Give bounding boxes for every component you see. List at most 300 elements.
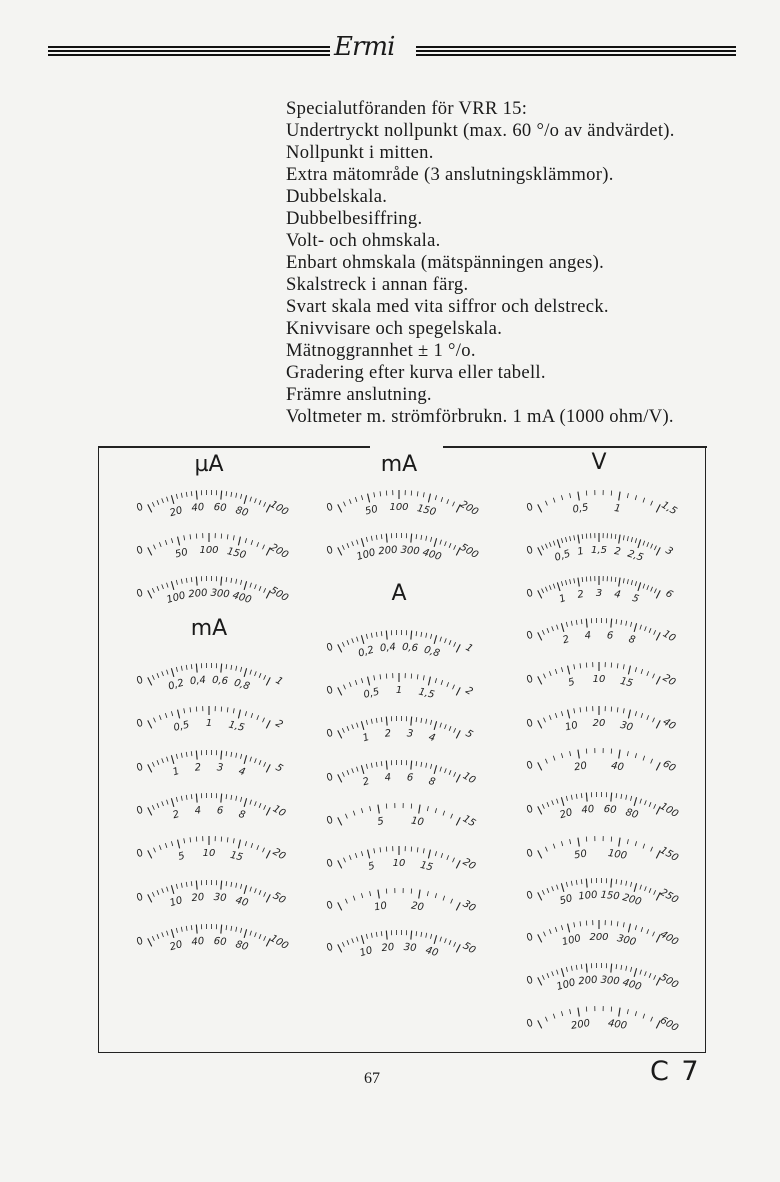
scale-tick-label: 50 xyxy=(558,893,574,908)
scale-major-tick xyxy=(561,623,563,632)
scale-minor-tick xyxy=(645,886,647,891)
scale-minor-tick xyxy=(454,942,456,947)
scale-zero-label: 0 xyxy=(524,544,536,558)
scale-major-tick xyxy=(238,537,240,546)
scale-minor-tick xyxy=(342,772,344,777)
scale-minor-tick xyxy=(241,884,242,889)
scale-minor-tick xyxy=(421,718,422,723)
spec-line: Knivvisare och spegelskala. xyxy=(286,318,503,339)
spec-line: Mätnoggrannhet ± 1 °/o. xyxy=(286,340,476,361)
scale-minor-tick xyxy=(547,802,549,807)
scale-minor-tick xyxy=(545,501,547,506)
scale-major-tick xyxy=(171,798,173,807)
scale-minor-tick xyxy=(176,667,177,672)
scale-minor-tick xyxy=(543,718,545,723)
scale-major-tick xyxy=(628,710,630,719)
scale-minor-tick xyxy=(343,685,345,690)
scale-minor-tick xyxy=(342,942,344,947)
scale-minor-tick xyxy=(381,761,382,766)
scale-minor-tick xyxy=(426,633,427,638)
scale-minor-tick xyxy=(542,630,544,635)
scale-end-label: 40 xyxy=(660,716,678,733)
scale-minor-tick xyxy=(631,580,632,585)
scale-tick-label: 5 xyxy=(367,860,376,873)
scale-minor-tick xyxy=(416,534,417,539)
scale-major-tick xyxy=(171,755,173,764)
scale-minor-tick xyxy=(231,795,232,800)
scale-minor-tick xyxy=(361,851,362,856)
scale-minor-tick xyxy=(157,500,159,505)
scale-tick-label: 4 xyxy=(427,731,437,745)
scale-major-tick xyxy=(428,850,430,859)
scale-major-tick xyxy=(178,710,180,719)
scale-minor-tick xyxy=(570,493,571,498)
scale-tick-label: 2 xyxy=(576,588,585,601)
meter-scale xyxy=(524,780,681,822)
scale-tick-label: 30 xyxy=(213,891,227,905)
scale-tick-label: 10 xyxy=(592,674,606,685)
scale-zero-label: 0 xyxy=(524,717,536,731)
scale-minor-tick xyxy=(570,751,571,756)
scale-minor-tick xyxy=(255,498,257,503)
scale-major-tick xyxy=(148,720,152,728)
scale-minor-tick xyxy=(259,803,261,808)
scale-minor-tick xyxy=(171,711,172,716)
scale-minor-tick xyxy=(231,752,232,757)
scale-minor-tick xyxy=(623,664,624,669)
scale-major-tick xyxy=(578,750,579,759)
scale-minor-tick xyxy=(651,759,653,764)
scale-major-tick xyxy=(538,806,542,814)
meter-scale xyxy=(524,736,678,776)
scale-minor-tick xyxy=(654,975,656,980)
scale-minor-tick xyxy=(640,885,642,890)
scale-unit-label: µA xyxy=(194,452,224,477)
scale-major-tick xyxy=(148,677,152,685)
scale-minor-tick xyxy=(631,967,632,972)
scale-minor-tick xyxy=(352,938,354,943)
scale-minor-tick xyxy=(190,837,191,842)
scale-unit-label: mA xyxy=(380,452,418,477)
spec-line: Dubbelskala. xyxy=(286,186,388,207)
scale-minor-tick xyxy=(236,579,237,584)
scale-minor-tick xyxy=(417,847,418,852)
scale-minor-tick xyxy=(571,966,572,971)
scale-tick-label: 6 xyxy=(406,772,414,784)
scale-minor-tick xyxy=(361,678,362,683)
scale-tick-label: 300 xyxy=(400,544,421,558)
scale-minor-tick xyxy=(571,621,572,626)
scale-major-tick xyxy=(538,934,542,942)
scale-end-label: 50 xyxy=(460,940,478,957)
scale-minor-tick xyxy=(167,757,169,762)
scale-minor-tick xyxy=(441,497,443,502)
scale-minor-tick xyxy=(421,535,422,540)
scale-minor-tick xyxy=(649,973,651,978)
scale-minor-tick xyxy=(570,839,571,844)
scale-minor-tick xyxy=(552,626,554,631)
scale-minor-tick xyxy=(431,764,432,769)
scale-minor-tick xyxy=(441,680,443,685)
scale-minor-tick xyxy=(621,965,622,970)
scale-major-tick xyxy=(538,632,542,640)
scale-minor-tick xyxy=(440,767,442,772)
scale-end-label: 10 xyxy=(270,803,288,820)
scale-minor-tick xyxy=(643,1014,645,1019)
scale-tick-label: 20 xyxy=(410,900,425,914)
scale-tick-label: 1,5 xyxy=(227,719,246,734)
scale-minor-tick xyxy=(376,632,377,637)
meter-scale xyxy=(134,738,285,779)
scale-major-tick xyxy=(561,968,563,977)
scale-minor-tick xyxy=(543,674,545,679)
scale-minor-tick xyxy=(426,719,427,724)
scale-minor-tick xyxy=(454,545,456,550)
scale-minor-tick xyxy=(565,580,566,585)
scale-major-tick xyxy=(557,582,560,591)
scale-minor-tick xyxy=(191,491,192,496)
scale-major-tick xyxy=(656,676,660,684)
scale-tick-label: 3 xyxy=(595,588,603,599)
scale-minor-tick xyxy=(653,674,655,679)
scale-tick-label: 5 xyxy=(177,850,186,863)
scale-minor-tick xyxy=(641,927,643,932)
scale-minor-tick xyxy=(233,708,234,713)
scale-tick-label: 10 xyxy=(410,815,425,829)
scale-major-tick xyxy=(221,577,222,586)
scale-minor-tick xyxy=(631,537,632,542)
scale-minor-tick xyxy=(426,933,427,938)
page-number: 67 xyxy=(364,1070,380,1087)
scale-tick-label: 2 xyxy=(171,808,181,822)
scale-major-tick xyxy=(411,717,412,726)
scale-minor-tick xyxy=(233,535,234,540)
scale-major-tick xyxy=(338,504,342,512)
section-code: C 7 xyxy=(650,1056,701,1087)
scale-major-tick xyxy=(656,720,660,728)
scale-minor-tick xyxy=(654,546,656,551)
scale-minor-tick xyxy=(643,541,645,546)
scale-minor-tick xyxy=(162,888,164,893)
scale-minor-tick xyxy=(376,762,377,767)
scale-major-tick xyxy=(561,797,563,806)
scale-minor-tick xyxy=(355,853,357,858)
scale-end-label: 60 xyxy=(660,758,678,775)
scale-minor-tick xyxy=(574,708,575,713)
scale-minor-tick xyxy=(366,537,367,542)
scale-minor-tick xyxy=(165,713,167,718)
scale-unit-label: A xyxy=(391,581,407,606)
scale-minor-tick xyxy=(236,927,237,932)
scale-major-tick xyxy=(419,805,420,814)
scale-minor-tick xyxy=(576,880,577,885)
scale-minor-tick xyxy=(582,577,583,582)
scale-minor-tick xyxy=(626,881,627,886)
scale-minor-tick xyxy=(454,728,456,733)
scale-tick-label: 2 xyxy=(384,728,392,740)
scale-major-tick xyxy=(196,577,197,586)
spec-line: Nollpunkt i mitten. xyxy=(286,142,434,163)
scale-minor-tick xyxy=(236,493,237,498)
scale-minor-tick xyxy=(226,881,227,886)
scale-major-tick xyxy=(561,883,563,892)
scale-minor-tick xyxy=(374,848,375,853)
scale-minor-tick xyxy=(542,804,544,809)
scale-tick-label: 2 xyxy=(613,545,622,558)
scale-minor-tick xyxy=(255,584,257,589)
scale-minor-tick xyxy=(654,589,656,594)
scale-minor-tick xyxy=(184,708,185,713)
scale-major-tick xyxy=(266,894,270,902)
scale-tick-label: 0,8 xyxy=(422,644,441,660)
scale-end-label: 500 xyxy=(457,541,481,562)
scale-minor-tick xyxy=(623,578,624,583)
scale-end-label: 600 xyxy=(657,1014,681,1035)
scale-minor-tick xyxy=(186,882,187,887)
meter-scale xyxy=(524,606,678,647)
scale-tick-label: 100 xyxy=(560,933,583,949)
scale-minor-tick xyxy=(227,707,228,712)
scale-minor-tick xyxy=(574,535,575,540)
scale-minor-tick xyxy=(251,540,253,545)
scale-tick-label: 200 xyxy=(621,892,643,908)
scale-major-tick xyxy=(456,774,460,782)
scale-minor-tick xyxy=(421,932,422,937)
scale-minor-tick xyxy=(165,843,167,848)
scale-minor-tick xyxy=(555,927,557,932)
scale-minor-tick xyxy=(645,971,647,976)
scale-major-tick xyxy=(456,944,460,952)
scale-tick-label: 20 xyxy=(592,718,606,729)
scale-minor-tick xyxy=(152,502,154,507)
scale-minor-tick xyxy=(627,493,628,498)
scale-minor-tick xyxy=(640,970,642,975)
scale-minor-tick xyxy=(236,666,237,671)
scale-zero-label: 0 xyxy=(134,804,146,818)
scale-minor-tick xyxy=(245,711,246,716)
scale-minor-tick xyxy=(264,762,266,767)
scale-minor-tick xyxy=(542,890,544,895)
scale-minor-tick xyxy=(423,675,424,680)
scale-minor-tick xyxy=(445,541,447,546)
scale-tick-label: 2 xyxy=(194,762,202,774)
scale-minor-tick xyxy=(627,1009,628,1014)
scale-minor-tick xyxy=(190,534,191,539)
scale-minor-tick xyxy=(366,634,367,639)
scale-tick-label: 4 xyxy=(194,805,202,817)
scale-tick-label: 60 xyxy=(603,803,617,817)
scale-major-tick xyxy=(196,925,197,934)
scale-tick-label: 30 xyxy=(403,941,417,955)
scale-minor-tick xyxy=(453,685,455,690)
scale-minor-tick xyxy=(654,630,656,635)
scale-major-tick xyxy=(456,644,460,652)
scale-major-tick xyxy=(196,881,197,890)
scale-major-tick xyxy=(338,944,342,952)
scale-minor-tick xyxy=(641,669,643,674)
scale-tick-label: 10 xyxy=(392,858,406,869)
scale-minor-tick xyxy=(153,848,155,853)
scale-minor-tick xyxy=(421,762,422,767)
scale-major-tick xyxy=(386,631,387,640)
scale-minor-tick xyxy=(347,940,349,945)
scale-minor-tick xyxy=(250,497,252,502)
scale-tick-label: 20 xyxy=(191,891,205,905)
scale-minor-tick xyxy=(380,674,381,679)
scale-minor-tick xyxy=(549,542,551,547)
scale-major-tick xyxy=(578,578,579,587)
scale-minor-tick xyxy=(453,502,455,507)
scale-minor-tick xyxy=(257,715,259,720)
scale-tick-label: 5 xyxy=(376,815,385,828)
scale-minor-tick xyxy=(165,540,167,545)
scale-minor-tick xyxy=(643,584,645,589)
scale-minor-tick xyxy=(651,544,653,549)
meter-scale xyxy=(134,694,285,734)
scale-tick-label: 0,5 xyxy=(571,502,590,516)
scale-major-tick xyxy=(568,710,570,719)
scale-major-tick xyxy=(656,762,660,770)
scale-major-tick xyxy=(586,793,587,802)
scale-end-label: 150 xyxy=(657,844,681,865)
scale-minor-tick xyxy=(423,848,424,853)
scale-tick-label: 40 xyxy=(424,945,440,960)
scale-minor-tick xyxy=(357,637,359,642)
spec-line: Skalstreck i annan färg. xyxy=(286,274,469,295)
scale-minor-tick xyxy=(251,843,253,848)
scale-minor-tick xyxy=(227,837,228,842)
scale-major-tick xyxy=(428,494,430,503)
scale-major-tick xyxy=(266,720,270,728)
scale-minor-tick xyxy=(617,663,618,668)
scale-minor-tick xyxy=(423,492,424,497)
scale-tick-label: 1 xyxy=(361,731,371,745)
scale-minor-tick xyxy=(152,675,154,680)
scale-minor-tick xyxy=(557,625,559,630)
scale-end-label: 10 xyxy=(460,770,478,787)
spec-line: Voltmeter m. strömförbrukn. 1 mA (1000 ohm/V). xyxy=(286,406,674,427)
scale-major-tick xyxy=(538,720,542,728)
scale-major-tick xyxy=(428,677,430,686)
scale-tick-label: 80 xyxy=(234,939,250,954)
scale-minor-tick xyxy=(157,934,159,939)
scale-minor-tick xyxy=(570,1009,571,1014)
scale-minor-tick xyxy=(381,631,382,636)
panel-top-rule-left xyxy=(98,446,370,448)
scale-major-tick xyxy=(338,547,342,555)
scale-minor-tick xyxy=(441,853,443,858)
scale-minor-tick xyxy=(357,723,359,728)
scale-minor-tick xyxy=(449,770,451,775)
scale-major-tick xyxy=(538,676,542,684)
scale-minor-tick xyxy=(381,534,382,539)
meter-scale xyxy=(134,521,291,562)
scale-major-tick xyxy=(538,977,542,985)
scale-minor-tick xyxy=(616,793,617,798)
meter-scale xyxy=(134,478,291,520)
scale-minor-tick xyxy=(641,713,643,718)
scale-minor-tick xyxy=(571,795,572,800)
scale-minor-tick xyxy=(191,925,192,930)
scale-minor-tick xyxy=(159,715,161,720)
spec-line: Undertryckt nollpunkt (max. 60 °/o av ändvärdet). xyxy=(286,120,675,141)
spec-line: Svart skala med vita siffror och delstreck. xyxy=(286,296,609,317)
scale-zero-label: 0 xyxy=(524,587,536,601)
scale-minor-tick xyxy=(566,967,567,972)
scale-minor-tick xyxy=(357,937,359,942)
scale-major-tick xyxy=(656,547,660,555)
scale-tick-label: 50 xyxy=(573,848,588,862)
scale-tick-label: 3 xyxy=(216,762,224,774)
scale-minor-tick xyxy=(454,772,456,777)
scale-minor-tick xyxy=(545,587,547,592)
scale-major-tick xyxy=(634,623,636,632)
meter-scale xyxy=(524,824,681,865)
scale-tick-label: 200 xyxy=(187,587,208,601)
scale-minor-tick xyxy=(443,811,445,816)
scale-minor-tick xyxy=(191,881,192,886)
scale-minor-tick xyxy=(345,899,347,904)
scale-minor-tick xyxy=(259,934,261,939)
scale-minor-tick xyxy=(241,928,242,933)
scale-minor-tick xyxy=(615,577,616,582)
scale-minor-tick xyxy=(226,751,227,756)
scale-major-tick xyxy=(419,890,420,899)
scale-tick-label: 10 xyxy=(202,848,216,859)
scale-minor-tick xyxy=(570,579,571,584)
scale-zero-label: 0 xyxy=(324,501,336,515)
scale-minor-tick xyxy=(635,841,636,846)
scale-minor-tick xyxy=(571,881,572,886)
scale-major-tick xyxy=(611,619,612,628)
scale-tick-label: 100 xyxy=(199,545,219,556)
scale-tick-label: 80 xyxy=(624,807,640,822)
scale-minor-tick xyxy=(376,932,377,937)
scale-tick-label: 5 xyxy=(567,676,576,689)
scale-minor-tick xyxy=(545,847,547,852)
scale-minor-tick xyxy=(186,578,187,583)
spec-line: Extra mätområde (3 anslutningsklämmor). xyxy=(286,164,614,185)
scale-major-tick xyxy=(586,619,587,628)
scale-major-tick xyxy=(656,632,660,640)
meter-scale xyxy=(324,618,475,660)
scale-minor-tick xyxy=(162,584,164,589)
scale-zero-label: 0 xyxy=(134,761,146,775)
scale-minor-tick xyxy=(621,620,622,625)
scale-zero-label: 0 xyxy=(134,891,146,905)
scale-minor-tick xyxy=(435,893,436,898)
scale-minor-tick xyxy=(176,884,177,889)
scale-tick-label: 20 xyxy=(381,941,395,955)
scale-major-tick xyxy=(244,495,246,504)
scale-minor-tick xyxy=(366,720,367,725)
scale-tick-label: 4 xyxy=(613,588,622,601)
scale-major-tick xyxy=(568,666,570,675)
scale-end-label: 500 xyxy=(267,584,291,605)
scale-minor-tick xyxy=(635,925,636,930)
scale-minor-tick xyxy=(557,970,559,975)
scale-tick-label: 15 xyxy=(619,675,634,690)
scale-tick-label: 1 xyxy=(576,545,585,558)
spec-line: Enbart ohmskala (mätspänningen anges). xyxy=(286,252,605,273)
scale-major-tick xyxy=(538,590,542,598)
scale-tick-label: 5 xyxy=(630,592,641,606)
scale-panel xyxy=(98,446,706,1053)
scale-minor-tick xyxy=(651,1017,653,1022)
scale-minor-tick xyxy=(381,931,382,936)
scale-minor-tick xyxy=(416,631,417,636)
scale-minor-tick xyxy=(186,492,187,497)
